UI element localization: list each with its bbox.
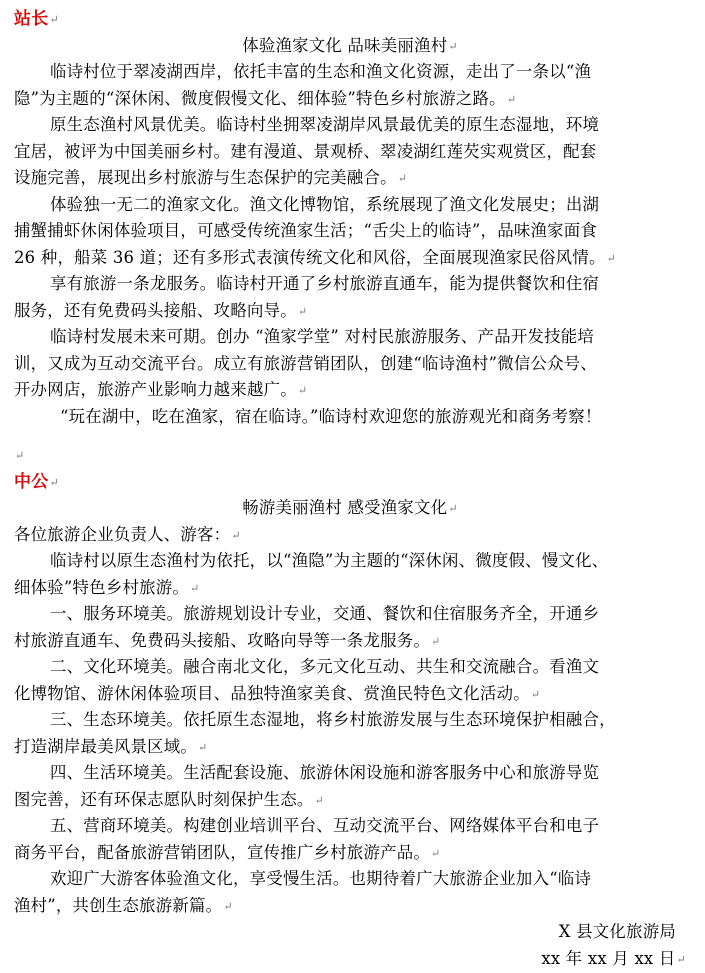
body-text: 二、文化环境美。融合南北文化，多元文化互动、共生和交流融合。看渔文	[50, 657, 600, 676]
body-line	[14, 404, 686, 431]
body-line	[14, 840, 686, 867]
body-line	[14, 377, 686, 404]
paragraph-mark-icon: ↵	[448, 502, 458, 515]
body-text: 欢迎广大游客体验渔文化，享受慢生活。也期待着广大旅游企业加入“临诗	[50, 869, 592, 888]
body-text: 26 种，船菜 36 道；还有多形式表演传统文化和风俗，全面展现渔家民俗风情。	[14, 247, 606, 267]
body-line	[14, 734, 686, 761]
paragraph-mark-icon: ↵	[49, 13, 59, 26]
paragraph-mark-icon: ↵	[397, 172, 408, 185]
body-text: 临诗村发展未来可期。创办 “渔家学堂” 对村民旅游服务、产品开发技能培	[50, 327, 595, 346]
greeting: 各位旅游企业负责人、游客：	[14, 524, 231, 544]
section-1-header	[14, 6, 686, 33]
section-2-title: 畅游美丽渔村 感受渔家文化	[242, 498, 448, 517]
body-line	[14, 681, 686, 708]
body-text: 设施完善，展现出乡村旅游与生态保护的完美融合。	[14, 168, 397, 187]
body-line	[14, 59, 686, 86]
body-line	[14, 575, 686, 602]
empty-paragraph	[14, 442, 686, 469]
body-text: 宜居，被评为中国美丽乡村。建有漫道、景观桥、翠凌湖红莲芡实观赏区，配套	[14, 141, 597, 161]
paragraph-mark-icon: ↵	[676, 952, 686, 966]
body-text: 开办网店，旅游产业影响力越来越广。	[14, 380, 297, 399]
body-line	[14, 86, 686, 113]
body-text: 服务，还有免费码头接船、攻略向导。	[14, 300, 297, 320]
paragraph-mark-icon: ↵	[49, 475, 59, 489]
section-1-title: 体验渔家文化 品味美丽渔村	[242, 35, 448, 55]
body-line	[14, 165, 686, 192]
body-line	[14, 245, 686, 272]
signature: X 县文化旅游局	[558, 922, 676, 941]
body-text: 化博物馆、游休闲体验项目、品独特渔家美食、赏渔民特色文化活动。	[14, 683, 530, 703]
greeting-line	[14, 522, 686, 549]
body-text: 商务平台，配备旅游营销团队，宣传推广乡村旅游产品。	[14, 842, 431, 862]
body-line	[14, 707, 686, 734]
body-line	[14, 324, 686, 351]
paragraph-mark-icon: ↵	[506, 92, 517, 106]
section-2-title-line	[14, 495, 686, 522]
body-text: “玩在湖中，吃在渔家，宿在临诗。”临诗村欢迎您的旅游观光和商务考察！	[60, 406, 602, 426]
body-text: 隐”为主题的“深休闲、微度假慢文化、细体验”特色乡村旅游之路。	[14, 88, 506, 108]
paragraph-mark-icon: ↵	[448, 39, 458, 53]
paragraph-mark-icon: ↵	[223, 899, 233, 913]
section-1-label: 站长	[14, 9, 49, 29]
body-text: 渔村”，共创生态旅游新篇。	[14, 895, 223, 915]
paragraph-mark-icon: ↵	[314, 793, 324, 807]
body-line	[14, 866, 686, 893]
body-line	[14, 628, 686, 655]
signature-line	[14, 919, 686, 946]
body-line	[14, 601, 686, 628]
body-line	[14, 893, 686, 920]
paragraph-mark-icon: ↵	[431, 634, 441, 648]
paragraph-mark-icon: ↵	[530, 687, 541, 701]
body-text: 一、服务环境美。旅游规划设计专业，交通、餐饮和住宿服务齐全，开通乡	[50, 604, 600, 623]
body-text: 临诗村以原生态渔村为依托，以“渔隐”为主题的“深休闲、微度假、慢文化、	[50, 551, 609, 570]
body-line	[14, 112, 686, 139]
paragraph-mark-icon: ↵	[431, 846, 441, 860]
body-line	[14, 813, 686, 840]
body-line	[14, 787, 686, 814]
body-text: 捕蟹捕虾休闲体验项目，可感受传统渔家生活；“舌尖上的临诗”，品味渔家面食	[14, 221, 598, 240]
paragraph-mark-icon: ↵	[15, 449, 25, 462]
body-text: 五、营商环境美。构建创业培训平台、互动交流平台、网络媒体平台和电子	[50, 816, 600, 835]
blank-line	[14, 430, 686, 442]
body-text: 三、生态环境美。依托原生态湿地，将乡村旅游发展与生态环境保护相融合，	[50, 710, 616, 729]
body-line	[14, 351, 686, 378]
paragraph-mark-icon: ↵	[297, 384, 308, 397]
section-2-header	[14, 469, 686, 496]
body-text: 训，又成为互动交流平台。成立有旅游营销团队，创建“临诗渔村”微信公众号、	[14, 353, 598, 373]
body-line	[14, 139, 686, 166]
body-text: 体验独一无二的渔家文化。渔文化博物馆，系统展现了渔文化发展史；出湖	[50, 194, 600, 214]
body-line	[14, 298, 686, 325]
body-line	[14, 218, 686, 245]
body-text: 临诗村位于翠凌湖西岸，依托丰富的生态和渔文化资源，走出了一条以“渔	[50, 62, 592, 81]
body-line	[14, 271, 686, 298]
paragraph-mark-icon: ↵	[606, 251, 617, 265]
document-page	[14, 6, 686, 972]
body-line	[14, 192, 686, 219]
body-text: 享有旅游一条龙服务。临诗村开通了乡村旅游直通车，能为提供餐饮和住宿	[50, 274, 600, 293]
date: xx 年 xx 月 xx 日	[541, 948, 676, 968]
body-text: 村旅游直通车、免费码头接船、攻略向导等一条龙服务。	[14, 630, 431, 650]
body-line	[14, 760, 686, 787]
paragraph-mark-icon: ↵	[297, 304, 308, 318]
date-line	[14, 946, 686, 973]
body-text: 细体验”特色乡村旅游。	[14, 577, 190, 597]
body-line	[14, 654, 686, 681]
body-text: 图完善，还有环保志愿队时刻保护生态。	[14, 789, 314, 809]
body-text: 打造湖岸最美风景区域。	[14, 736, 198, 756]
paragraph-mark-icon: ↵	[190, 581, 200, 595]
paragraph-mark-icon: ↵	[198, 740, 208, 754]
section-1-title-line	[14, 33, 686, 60]
paragraph-mark-icon: ↵	[231, 528, 241, 542]
body-line	[14, 548, 686, 575]
section-2-label: 中公	[14, 471, 49, 492]
body-text: 四、生活环境美。生活配套设施、旅游休闲设施和游客服务中心和旅游导览	[50, 763, 600, 782]
body-text: 原生态渔村风景优美。临诗村坐拥翠凌湖岸风景最优美的原生态湿地，环境	[50, 115, 600, 134]
